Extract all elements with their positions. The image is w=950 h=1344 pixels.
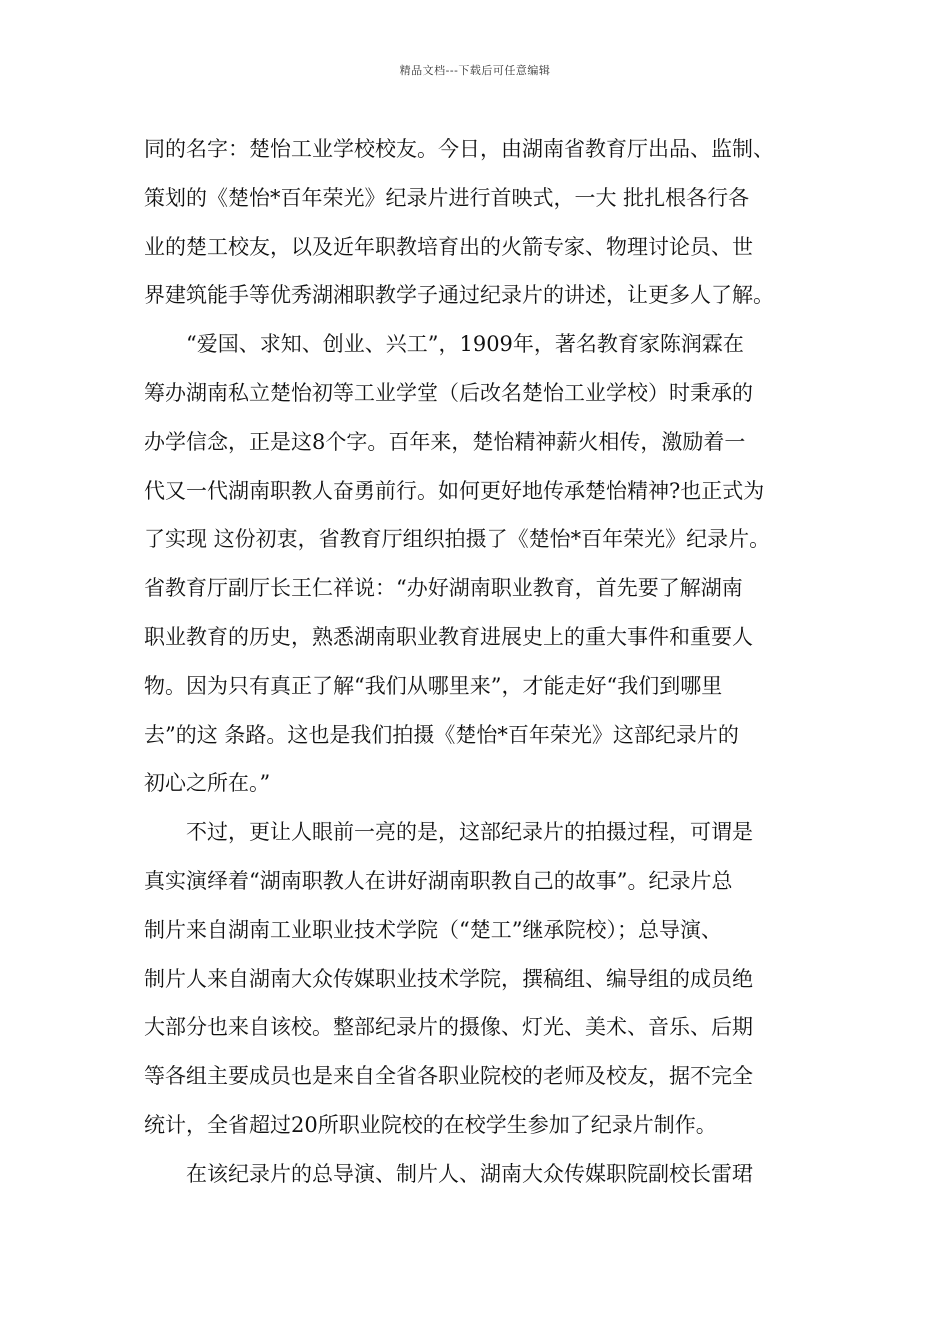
page-header: 精品文档---下载后可任意编辑	[399, 64, 551, 77]
document-body	[144, 133, 808, 1207]
text-line: 业的楚工校友，以及近年职教培育出的火箭专家、物理讨论员、世	[144, 234, 753, 259]
text-line: 在该纪录片的总导演、制片人、湖南大众传媒职院副校长雷珺	[144, 1161, 753, 1186]
text-line: 界建筑能手等优秀湖湘职教学子通过纪录片的讲述，让更多人了解。	[144, 283, 774, 308]
text-line: 办学信念，正是这8个字。百年来，楚怡精神薪火相传，激励着一	[144, 429, 746, 454]
text-line: 统计，全省超过20所职业院校的在校学生参加了纪录片制作。	[144, 1112, 717, 1137]
text-line: 大部分也来自该校。整部纪录片的摄像、灯光、美术、音乐、后期	[144, 1015, 753, 1040]
text-line: 省教育厅副厅长王仁祥说：“办好湖南职业教育，首先要了解湖南	[144, 576, 743, 601]
text-line: 了实现 这份初衷，省教育厅组织拍摄了《楚怡*百年荣光》纪录片。	[144, 527, 771, 552]
text-line: 去”的这 条路。这也是我们拍摄《楚怡*百年荣光》这部纪录片的	[144, 722, 739, 747]
text-line: 等各组主要成员也是来自全省各职业院校的老师及校友，据不完全	[144, 1064, 753, 1089]
text-line: 制片来自湖南工业职业技术学院（“楚工”继承院校）；总导演、	[144, 917, 722, 942]
text-line: 职业教育的历史，熟悉湖南职业教育进展史上的重大事件和重要人	[144, 624, 753, 649]
text-line: “爱国、求知、创业、兴工”，1909年，著名教育家陈润霖在	[144, 332, 744, 357]
text-line: 真实演绎着“湖南职教人在讲好湖南职教自己的故事”。纪录片总	[144, 868, 733, 893]
text-line: 不过，更让人眼前一亮的是，这部纪录片的拍摄过程，可谓是	[144, 820, 753, 845]
text-line: 代又一代湖南职教人奋勇前行。如何更好地传承楚怡精神?也正式为	[144, 478, 765, 503]
text-line: 同的名字：楚怡工业学校校友。今日，由湖南省教育厅出品、监制、	[144, 137, 774, 161]
text-line: 制片人来自湖南大众传媒职业技术学院，撰稿组、编导组的成员绝	[144, 966, 753, 991]
text-line: 物。因为只有真正了解“我们从哪里来”，才能走好“我们到哪里	[144, 673, 723, 698]
text-line: 策划的《楚怡*百年荣光》纪录片进行首映式，一大 批扎根各行各	[144, 185, 750, 210]
text-line: 筹办湖南私立楚怡初等工业学堂（后改名楚怡工业学校）时秉承的	[144, 380, 753, 405]
text-line: 初心之所在。”	[144, 771, 271, 796]
